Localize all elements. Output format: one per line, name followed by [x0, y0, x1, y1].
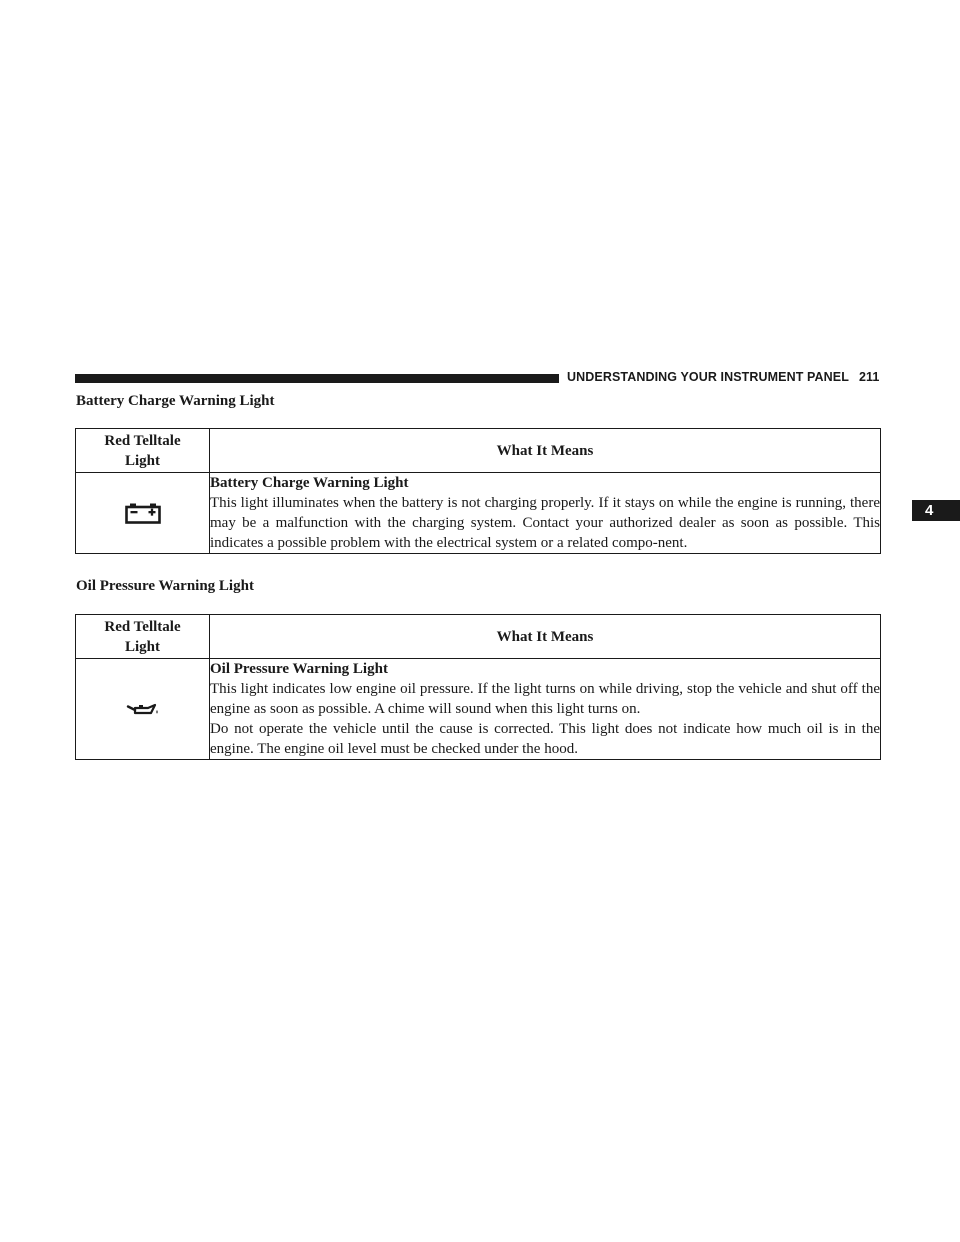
description-cell: [210, 473, 881, 554]
section-heading-battery: Battery Charge Warning Light: [76, 393, 275, 409]
col-header-telltale-line1: Red Telltale: [104, 618, 181, 635]
section-heading-oil: Oil Pressure Warning Light: [76, 578, 254, 594]
col-header-meaning: What It Means: [210, 429, 881, 473]
col-header-telltale-line2: Light: [124, 638, 160, 655]
page-number: 211: [858, 370, 880, 384]
header-section-title: UNDERSTANDING YOUR INSTRUMENT PANEL: [567, 370, 849, 384]
header-rule: [75, 374, 559, 383]
description-title: Battery Charge Warning Light: [210, 475, 409, 491]
col-header-telltale: [76, 429, 210, 473]
description-text: This light indicates low engine oil pressure. If the light turns on while driving, stop the vehicle and shut off the engine as soon as possible. A chime will sound when this light turns on.: [210, 681, 880, 717]
table-row: [76, 473, 881, 554]
col-header-meaning: What It Means: [210, 615, 881, 659]
battery-telltale-table: [75, 428, 881, 554]
oil-can-icon: [126, 703, 160, 717]
icon-cell: [76, 659, 210, 760]
description-cell: [210, 659, 881, 760]
col-header-telltale-line2: Light: [124, 452, 160, 469]
col-header-telltale-line1: Red Telltale: [104, 432, 181, 449]
table-header-row: [76, 615, 881, 659]
icon-cell: [76, 473, 210, 554]
col-header-telltale: [76, 615, 210, 659]
table-header-row: [76, 429, 881, 473]
description-text: This light illuminates when the battery is not charging properly. If it stays on while the engine is running, there may be a malfunction with the charging system. Contact your authorized dealer as soon as possible. This indicates a possible problem with the electrical system or a related compo-nent.: [210, 495, 880, 551]
battery-icon: [125, 502, 161, 524]
chapter-tab[interactable]: 4: [912, 500, 960, 521]
table-row: [76, 659, 881, 760]
oil-telltale-table: [75, 614, 881, 760]
running-header: [567, 370, 879, 384]
description-text: Do not operate the vehicle until the cause is corrected. This light does not indicate how much oil is in the engine. The engine oil level must be checked under the hood.: [210, 721, 880, 757]
description-title: Oil Pressure Warning Light: [210, 661, 388, 677]
